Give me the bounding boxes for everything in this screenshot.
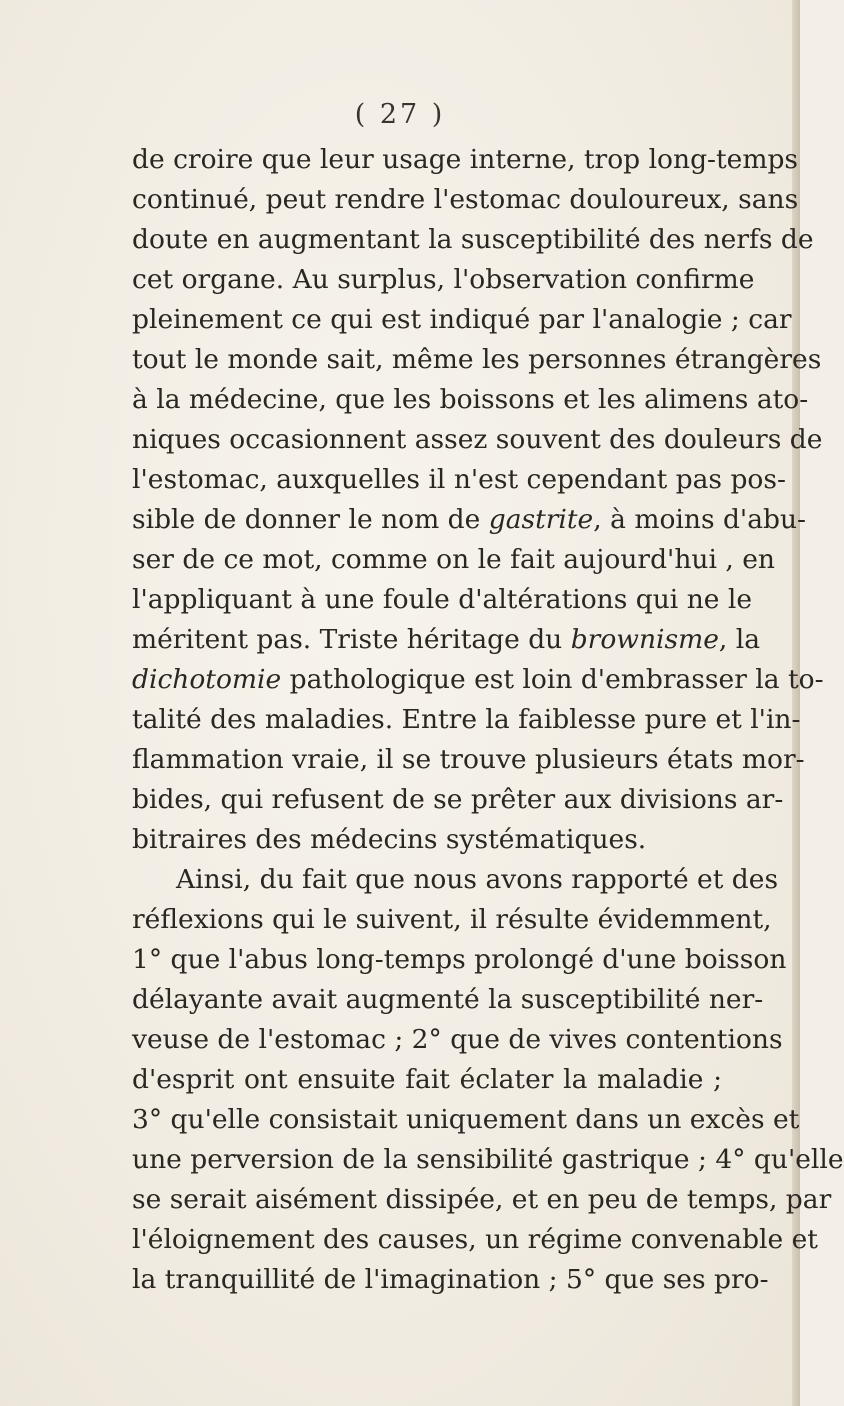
italic-term: dichotomie xyxy=(132,664,282,695)
text-line: 3° qu'elle consistait uniquement dans un excès et xyxy=(132,1104,800,1135)
text-line: se serait aisément dissipée, et en peu de temps, par xyxy=(132,1184,832,1215)
text-line: talité des maladies. Entre la faiblesse pure et l'in- xyxy=(132,704,801,735)
text-line: Ainsi, du fait que nous avons rapporté et des xyxy=(176,864,779,895)
italic-term: brownisme xyxy=(570,624,719,655)
text-line: bides, qui refusent de se prêter aux divisions ar- xyxy=(132,784,784,815)
text-line: veuse de l'estomac ; 2° que de vives contentions xyxy=(132,1024,783,1055)
text-line: ser de ce mot, comme on le fait aujourd'hui , en xyxy=(132,544,775,575)
text-line: l'éloignement des causes, un régime convenable et xyxy=(132,1224,818,1255)
text-line: réflexions qui le suivent, il résulte évidemment, xyxy=(132,904,772,935)
text-line: d'esprit ont ensuite fait éclater la maladie ; xyxy=(132,1064,722,1095)
text-line: la tranquillité de l'imagination ; 5° que ses pro- xyxy=(132,1264,769,1295)
body-text xyxy=(132,140,844,1300)
text-line: bitraires des médecins systématiques. xyxy=(132,824,647,855)
text-line: délayante avait augmenté la susceptibilité ner- xyxy=(132,984,764,1015)
text-line: méritent pas. Triste héritage du brownisme, la xyxy=(132,624,761,655)
text-line: pleinement ce qui est indiqué par l'analogie ; car xyxy=(132,304,792,335)
page-number: ( 27 ) xyxy=(354,99,446,130)
text-line: une perversion de la sensibilité gastrique ; 4° qu'elle xyxy=(132,1144,844,1175)
text-line: dichotomie pathologique est loin d'embrasser la to- xyxy=(132,664,824,695)
text-line: flammation vraie, il se trouve plusieurs états mor- xyxy=(132,744,805,775)
text-line: doute en augmentant la susceptibilité des nerfs de xyxy=(132,224,814,255)
text-line: l'appliquant à une foule d'altérations qui ne le xyxy=(132,584,753,615)
text-line: cet organe. Au surplus, l'observation confirme xyxy=(132,264,755,295)
italic-term: gastrite xyxy=(488,504,594,535)
text-line: à la médecine, que les boissons et les alimens ato- xyxy=(132,384,809,415)
text-line: l'estomac, auxquelles il n'est cependant pas pos- xyxy=(132,464,786,495)
text-line: de croire que leur usage interne, trop long-temps xyxy=(132,144,799,175)
text-line: 1° que l'abus long-temps prolongé d'une boisson xyxy=(132,944,787,975)
text-line: continué, peut rendre l'estomac douloureux, sans xyxy=(132,184,799,215)
text-line: tout le monde sait, même les personnes étrangères xyxy=(132,344,822,375)
text-line: sible de donner le nom de gastrite, à moins d'abu- xyxy=(132,504,807,535)
text-line: niques occasionnent assez souvent des douleurs de xyxy=(132,424,823,455)
